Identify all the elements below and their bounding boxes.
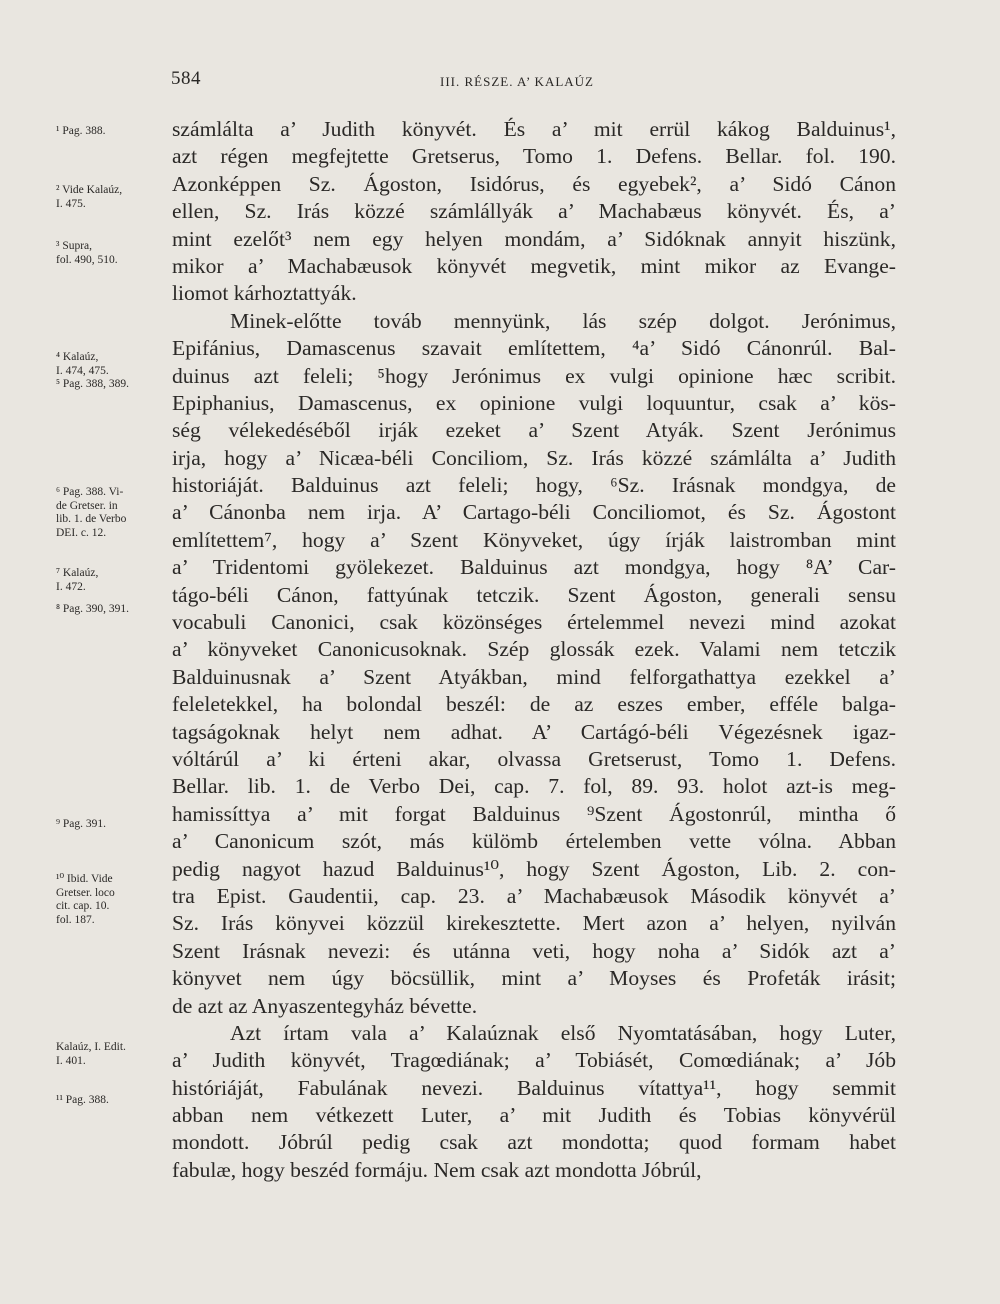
margin-note: ⁴ Kalaúz, I. 474, 475. ⁵ Pag. 388, 389. [56,351,130,390]
body-text [172,116,896,1184]
text-line: számlálta a’ Judith könyvét. És a’ mit errül kákog Balduinus¹, [172,117,896,141]
text-line: ellen, Sz. Irás közzé számlállyák a’ Machabæus könyvét. És, a’ [172,199,896,224]
text-line: Szent Irásnak nevezi: és utánna veti, hogy noha a’ Sidók azt a’ [172,938,896,963]
text-line: Epifánius, Damascenus szavait említettem, ⁴a’ Sidó Cánonrúl. Bal- [172,336,896,361]
text-line: vóltárúl a’ ki érteni akar, olvassa Gretserust, Tomo 1. Defens. [172,746,896,771]
margin-note: ⁹ Pag. 391. [56,818,107,830]
text-line: könyvet nem úgy böcsüllik, mint a’ Moyses és Profeták irásit; [172,966,896,991]
text-line: irja, hogy a’ Nicæa-béli Conciliom, Sz. Irás közzé számlálta a’ Judith [172,445,896,470]
text-line: Epiphanius, Damascenus, ex opinione vulgi loquuntur, csak a’ kös- [172,390,896,415]
text-line: feleletekkel, ha bolondal beszél: de az eszes ember, efféle balga- [172,692,896,717]
margin-note: ³ Supra, fol. 490, 510. [56,240,118,266]
margin-note: ⁸ Pag. 390, 391. [56,603,130,615]
text-line: fabulæ, hogy beszéd formáju. Nem csak azt mondotta Jóbrúl, [172,1157,702,1182]
text-line: pedig nagyot hazud Balduinus¹⁰, hogy Szent Ágoston, Lib. 2. con- [172,856,896,881]
text-line: tra Epist. Gaudentii, cap. 23. a’ Machabæusok Második könyvét a’ [172,883,896,908]
text-line: historiáját. Balduinus azt feleli; hogy, ⁶Sz. Irásnak mondgya, de [172,473,896,498]
text-line: a’ Cánonba nem irja. A’ Cartago-béli Conciliomot, és Sz. Ágostont [172,500,896,525]
text-line: Minek-előtte továb mennyünk, lás szép dolgot. Jerónimus, [230,308,896,333]
text-line: ség vélekedéséből irják ezeket a’ Szent Atyák. Szent Jerónimus [172,418,896,443]
text-line: Azonképpen Sz. Ágoston, Isidórus, és egyebek², a’ Sidó Cánon [172,171,896,196]
text-line: mondott. Jóbrúl pedig csak azt mondotta; quod formam habet [172,1130,896,1155]
text-line: Balduinusnak a’ Szent Atyákban, mind felforgathattya ezekkel a’ [172,664,896,689]
text-line: mikor a’ Machabæusok könyvét megvetik, mint mikor az Evange- [172,253,896,278]
margin-note: Kalaúz, I. Edit. I. 401. [56,1041,126,1067]
margin-note: ¹ Pag. 388. [56,125,106,137]
text-line: Azt írtam vala a’ Kalaúznak első Nyomtatásában, hogy Luter, [230,1020,896,1045]
text-line: duinus azt feleli; ⁵hogy Jerónimus ex vulgi opinione hæc scribit. [172,363,896,388]
text-line: abban nem vétkezett Luter, a’ mit Judith és Tobias könyvérül [172,1103,896,1128]
text-line: a’ Tridentomi gyölekezet. Balduinus azt mondgya, hogy ⁸A’ Car- [172,555,896,580]
text-line: tagságoknak helyt nem adhat. A’ Cartágó-béli Végezésnek igaz- [172,719,896,744]
text-line: Bellar. lib. 1. de Verbo Dei, cap. 7. fol, 89. 93. holot azt-is meg- [172,774,896,799]
margin-note: ¹¹ Pag. 388. [56,1094,109,1106]
text-line: vocabuli Canonici, csak közönséges értelemmel nevezi mind azokat [172,610,896,635]
text-line: tágo-béli Cánon, fattyúnak tetczik. Szent Ágoston, generali sensu [172,582,896,607]
margin-note: ⁷ Kalaúz, I. 472. [56,567,99,593]
text-line: liomot kárhoztattyák. [172,281,357,306]
text-line: a’ Canonicum szót, más külömb értelemben vette vólna. Abban [172,829,896,854]
margin-note: ¹⁰ Ibid. Vide Gretser. loco cit. cap. 10. fol. 187. [56,873,115,926]
text-line: a’ Judith könyvét, Tragœdiának; a’ Tobiásét, Comœdiának; a’ Jób [172,1048,896,1073]
text-line: a’ könyveket Canonicusoknak. Szép glossák ezek. Valami nem tetczik [172,637,896,662]
page-number: 584 [171,68,201,89]
text-line: históriáját, Fabulának nevezi. Balduinus vítattya¹¹, hogy semmit [172,1075,896,1100]
text-line: azt régen megfejtette Gretserus, Tomo 1. Defens. Bellar. fol. 190. [172,144,896,169]
text-line: de azt az Anyaszentegyház bévette. [172,993,478,1018]
text-line: mint ezelőt³ nem egy helyen mondám, a’ Sidóknak annyit hiszünk, [172,226,896,251]
margin-note: ² Vide Kalaúz, I. 475. [56,184,123,210]
margin-note: ⁶ Pag. 388. Vi- de Gretser. in lib. 1. de Verbo DEI. c. 12. [56,486,127,539]
running-title: III. RÉSZE. A’ KALAÚZ [440,74,594,89]
text-line: említettem⁷, hogy a’ Szent Könyveket, úgy írják laistromban mint [172,527,896,552]
text-line: Sz. Irás könyvei közzül kirekesztette. Mert azon a’ helyen, nyilván [172,911,896,936]
text-line: hamissíttya a’ mit forgat Balduinus ⁹Szent Ágostonrúl, mintha ő [172,801,896,826]
